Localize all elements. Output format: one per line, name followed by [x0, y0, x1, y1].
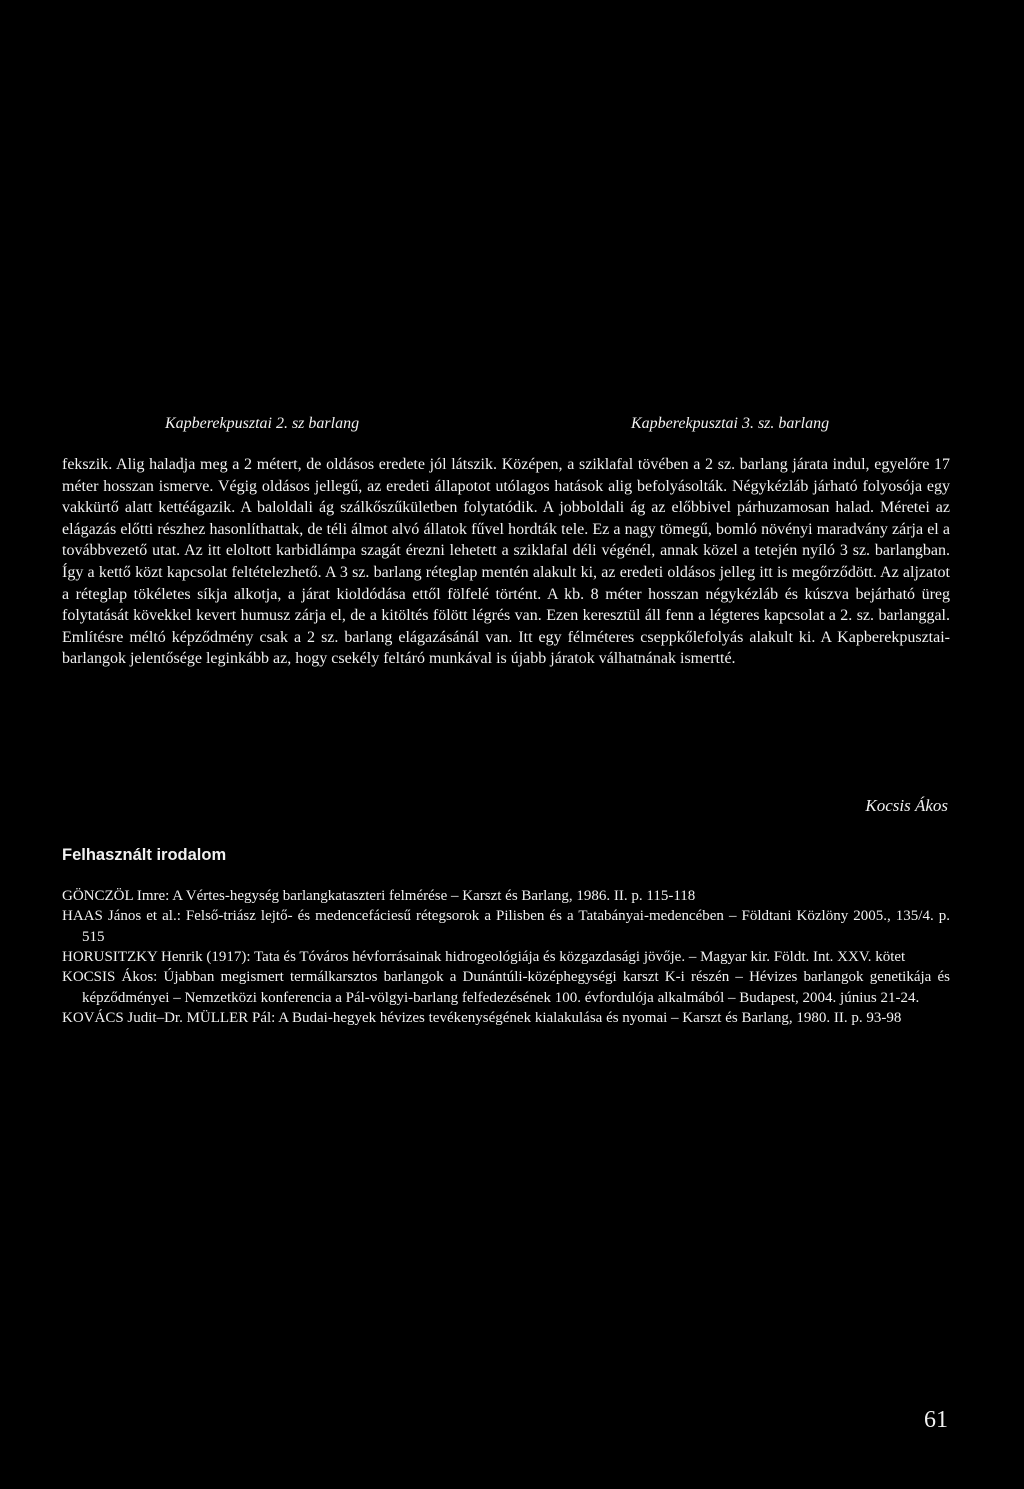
reference-item: HAAS János et al.: Felső-triász lejtő- és medencefáciesű rétegsorok a Pilisben és a Tatabányai-medencében – Földtani Közlöny 2005., 135/4. p. 515 [62, 908, 950, 945]
figure-caption-right: Kapberekpusztai 3. sz. barlang [631, 415, 830, 432]
references-list [62, 886, 950, 1028]
reference-item: KOCSIS Ákos: Újabban megismert termálkarsztos barlangok a Dunántúli-középhegységi karszt K-i részén – Hévizes barlangok genetikája és képződményei – Nemzetközi konferencia a Pál-völgyi-barlang felfedezésének 100. évfordulója alkalmából – Budapest, 2004. június 21-24. [62, 969, 950, 1006]
reference-item: KOVÁCS Judit–Dr. MÜLLER Pál: A Budai-hegyek hévizes tevékenységének kialakulása és nyomai – Karszt és Barlang, 1980. II. p. 93-98 [62, 1009, 902, 1026]
page-number: 61 [924, 1407, 948, 1433]
references-heading: Felhasznált irodalom [62, 846, 227, 864]
body-paragraph: fekszik. Alig haladja meg a 2 métert, de oldásos eredete jól látszik. Középen, a sziklafal tövében a 2 sz. barlang járata indul, egyelőre 17 méter hosszan ismerve. Végig oldásos jellegű, az eredeti állapotot utólagos hatások alig befolyásolták. Négykézláb járható folyosója egy vakkürtő alatt kettéágazik. A baloldali ág szálkőszűkületben folytatódik. A jobboldali ág az előbbivel párhuzamosan halad. Méretei az elágazás előtti részhez hasonlíthattak, de téli álmot alvó állatok fűvel hordták tele. Ez a nagy tömegű, bomló növényi maradvány zárja el a továbbvezető utat. Az itt eloltott karbidlámpa szagát érezni lehetett a sziklafal déli végénél, annak közel a tetején nyíló 3 sz. barlangban. Így a kettő közt kapcsolat feltételezhető. A 3 sz. barlang réteglap mentén alakult ki, az eredeti oldásos jelleg itt is megőrződött. Az aljzatot a réteglap tökéletes síkja alkotja, a járat kioldódása ettől fölfelé történt. A kb. 8 méter hosszan négykézláb és kúszva bejárható üreg folytatását kövekkel kevert humusz zárja el, de a kitöltés fölött légrés van. Ezen keresztül áll fenn a légteres kapcsolat a 2. sz. barlanggal. Említésre méltó képződmény csak a 2 sz. barlang elágazásánál van. Itt egy félméteres cseppkőlefolyás alakult ki. A Kapberekpusztai-barlangok jelentősége leginkább az, hogy csekély feltáró munkával is újabb járatok válhatnának ismertté. [62, 456, 950, 668]
author-signature: Kocsis Ákos [865, 796, 948, 815]
reference-item: HORUSITZKY Henrik (1917): Tata és Tóváros hévforrásainak hidrogeológiája és közgazdasági jövője. – Magyar kir. Földt. Int. XXV. kötet [62, 948, 906, 965]
figure-caption-left: Kapberekpusztai 2. sz barlang [165, 415, 360, 432]
reference-item: GÖNCZÖL Imre: A Vértes-hegység barlangkataszteri felmérése – Karszt és Barlang, 1986. II. p. 115-118 [62, 888, 696, 904]
